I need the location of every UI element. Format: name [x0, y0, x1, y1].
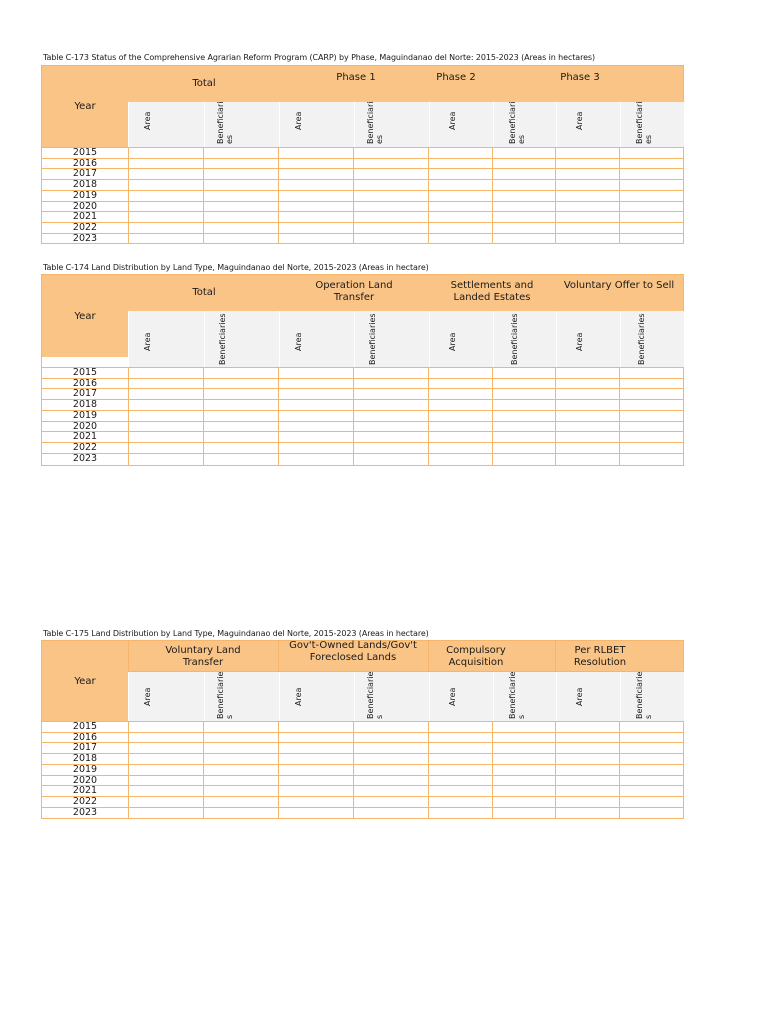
- year-cell: 2022: [72, 795, 98, 807]
- column-divider: [428, 147, 429, 243]
- year-cell: 2017: [72, 388, 98, 400]
- year-header: Year: [42, 641, 128, 721]
- table-row: [42, 388, 683, 399]
- table-row: [42, 378, 683, 389]
- subheader-beneficiaries: Beneficiarie s: [620, 672, 684, 721]
- table-row: [42, 367, 683, 378]
- subheader-beneficiaries: Beneficiaries: [620, 311, 684, 367]
- table-row: [42, 147, 683, 158]
- year-cell: 2022: [72, 221, 98, 233]
- column-divider: [203, 367, 204, 465]
- column-divider: [428, 721, 429, 818]
- table-row: [42, 785, 683, 796]
- column-divider: [492, 147, 493, 243]
- group-header: Compulsory Acquisition: [446, 645, 506, 668]
- year-cell: 2017: [72, 168, 98, 180]
- column-divider: [353, 721, 354, 818]
- year-cell: 2022: [72, 441, 98, 453]
- table-caption: Table C-175 Land Distribution by Land Type, Maguindanao del Norte, 2015-2023 (Areas in hectare): [43, 629, 429, 638]
- subheader-beneficiaries: Beneficiari es: [620, 102, 684, 147]
- subheader-area: Area: [556, 672, 620, 721]
- column-divider: [555, 721, 556, 818]
- column-divider: [492, 721, 493, 818]
- table-row: [42, 190, 683, 201]
- year-cell: 2021: [72, 431, 98, 443]
- group-header: Phase 2: [436, 72, 476, 83]
- column-divider: [128, 147, 129, 243]
- year-cell: 2015: [72, 147, 98, 158]
- year-header: Year: [42, 275, 128, 357]
- table-c175: [41, 627, 684, 822]
- table-row: [42, 796, 683, 807]
- column-divider: [353, 147, 354, 243]
- year-cell: 2020: [72, 774, 98, 786]
- year-cell: 2015: [72, 367, 98, 378]
- group-header: Gov't-Owned Lands/Gov't Foreclosed Lands: [289, 640, 417, 663]
- subheader-area: Area: [279, 311, 354, 367]
- year-cell: 2018: [72, 399, 98, 411]
- column-divider: [619, 147, 620, 243]
- table-row: [42, 732, 683, 743]
- year-cell: 2021: [72, 211, 98, 223]
- table-caption: Table C-174 Land Distribution by Land Type, Maguindanao del Norte, 2015-2023 (Areas in hectare): [43, 263, 429, 272]
- subheader-beneficiaries: Beneficiaries: [493, 311, 556, 367]
- table-row: [42, 775, 683, 786]
- group-header: Phase 3: [560, 72, 600, 83]
- subheader-beneficiaries: Beneficiaries: [354, 311, 429, 367]
- table-row: [42, 764, 683, 775]
- table-row: [42, 168, 683, 179]
- table-row: [42, 742, 683, 753]
- year-header: Year: [42, 66, 128, 147]
- column-divider: [428, 367, 429, 465]
- group-header: Settlements and Landed Estates: [450, 280, 534, 303]
- table-row: [42, 721, 683, 732]
- column-divider: [128, 367, 129, 465]
- table-row: [42, 442, 683, 453]
- subheader-area: Area: [128, 311, 204, 367]
- table-c174: [41, 262, 684, 467]
- table-row: [42, 807, 683, 818]
- subheader-area: Area: [429, 311, 493, 367]
- column-divider: [555, 147, 556, 243]
- column-divider: [203, 147, 204, 243]
- column-divider: [278, 367, 279, 465]
- subheader-area: Area: [279, 102, 354, 147]
- column-divider: [353, 367, 354, 465]
- table-row: [42, 201, 683, 212]
- subheader-area: Area: [128, 672, 204, 721]
- year-cell: 2016: [72, 377, 98, 389]
- subheader-area: Area: [128, 102, 204, 147]
- subheader-area: Area: [429, 672, 493, 721]
- table-row: [42, 233, 683, 244]
- table-row: [42, 222, 683, 233]
- table-row: [42, 399, 683, 410]
- year-cell: 2020: [72, 200, 98, 212]
- year-cell: 2016: [72, 731, 98, 743]
- column-divider: [492, 367, 493, 465]
- group-header: Phase 1: [336, 72, 376, 83]
- table-grid: [41, 640, 684, 819]
- subheader-beneficiaries: Beneficiari es: [493, 102, 556, 147]
- group-header: Operation Land Transfer: [315, 280, 393, 303]
- year-cell: 2023: [72, 232, 98, 244]
- year-cell: 2018: [72, 179, 98, 191]
- table-row: [42, 753, 683, 764]
- column-divider: [619, 721, 620, 818]
- table-caption: Table C-173 Status of the Comprehensive Agrarian Reform Program (CARP) by Phase, Maguindanao del Norte: 2015-2023 (Areas in hectares): [43, 53, 596, 62]
- table-grid: [41, 274, 684, 466]
- column-divider: [278, 147, 279, 243]
- subheader-area: Area: [556, 311, 620, 367]
- year-cell: 2023: [72, 452, 98, 464]
- table-row: [42, 453, 683, 464]
- subheader-beneficiaries: Beneficiari es: [354, 102, 429, 147]
- year-cell: 2015: [72, 721, 98, 732]
- subheader-area: Area: [279, 672, 354, 721]
- column-divider: [128, 721, 129, 818]
- subheader-beneficiaries: Beneficiarie s: [354, 672, 429, 721]
- year-cell: 2023: [72, 806, 98, 818]
- table-c173: [41, 52, 684, 247]
- table-row: [42, 158, 683, 169]
- column-divider: [278, 721, 279, 818]
- year-cell: 2017: [72, 742, 98, 754]
- year-cell: 2019: [72, 409, 98, 421]
- subheader-beneficiaries: Beneficiari es: [204, 102, 279, 147]
- column-divider: [555, 367, 556, 465]
- year-cell: 2021: [72, 785, 98, 797]
- subheader-beneficiaries: Beneficiarie s: [204, 672, 279, 721]
- group-header: Per RLBET Resolution: [573, 645, 627, 668]
- subheader-beneficiaries: Beneficiaries: [204, 311, 279, 367]
- year-cell: 2016: [72, 157, 98, 169]
- year-cell: 2019: [72, 189, 98, 201]
- subheader-area: Area: [429, 102, 493, 147]
- table-row: [42, 211, 683, 222]
- group-header: Voluntary Offer to Sell: [563, 280, 675, 291]
- table-row: [42, 410, 683, 421]
- column-divider: [619, 367, 620, 465]
- subheader-area: Area: [556, 102, 620, 147]
- year-cell: 2020: [72, 420, 98, 432]
- table-row: [42, 431, 683, 442]
- year-cell: 2019: [72, 763, 98, 775]
- group-header: Voluntary Land Transfer: [165, 645, 241, 668]
- table-row: [42, 179, 683, 190]
- group-header: Total: [192, 287, 216, 298]
- subheader-beneficiaries: Beneficiarie s: [493, 672, 556, 721]
- table-row: [42, 421, 683, 432]
- table-grid: [41, 65, 684, 244]
- column-divider: [203, 721, 204, 818]
- year-cell: 2018: [72, 753, 98, 765]
- group-header: Total: [192, 78, 216, 89]
